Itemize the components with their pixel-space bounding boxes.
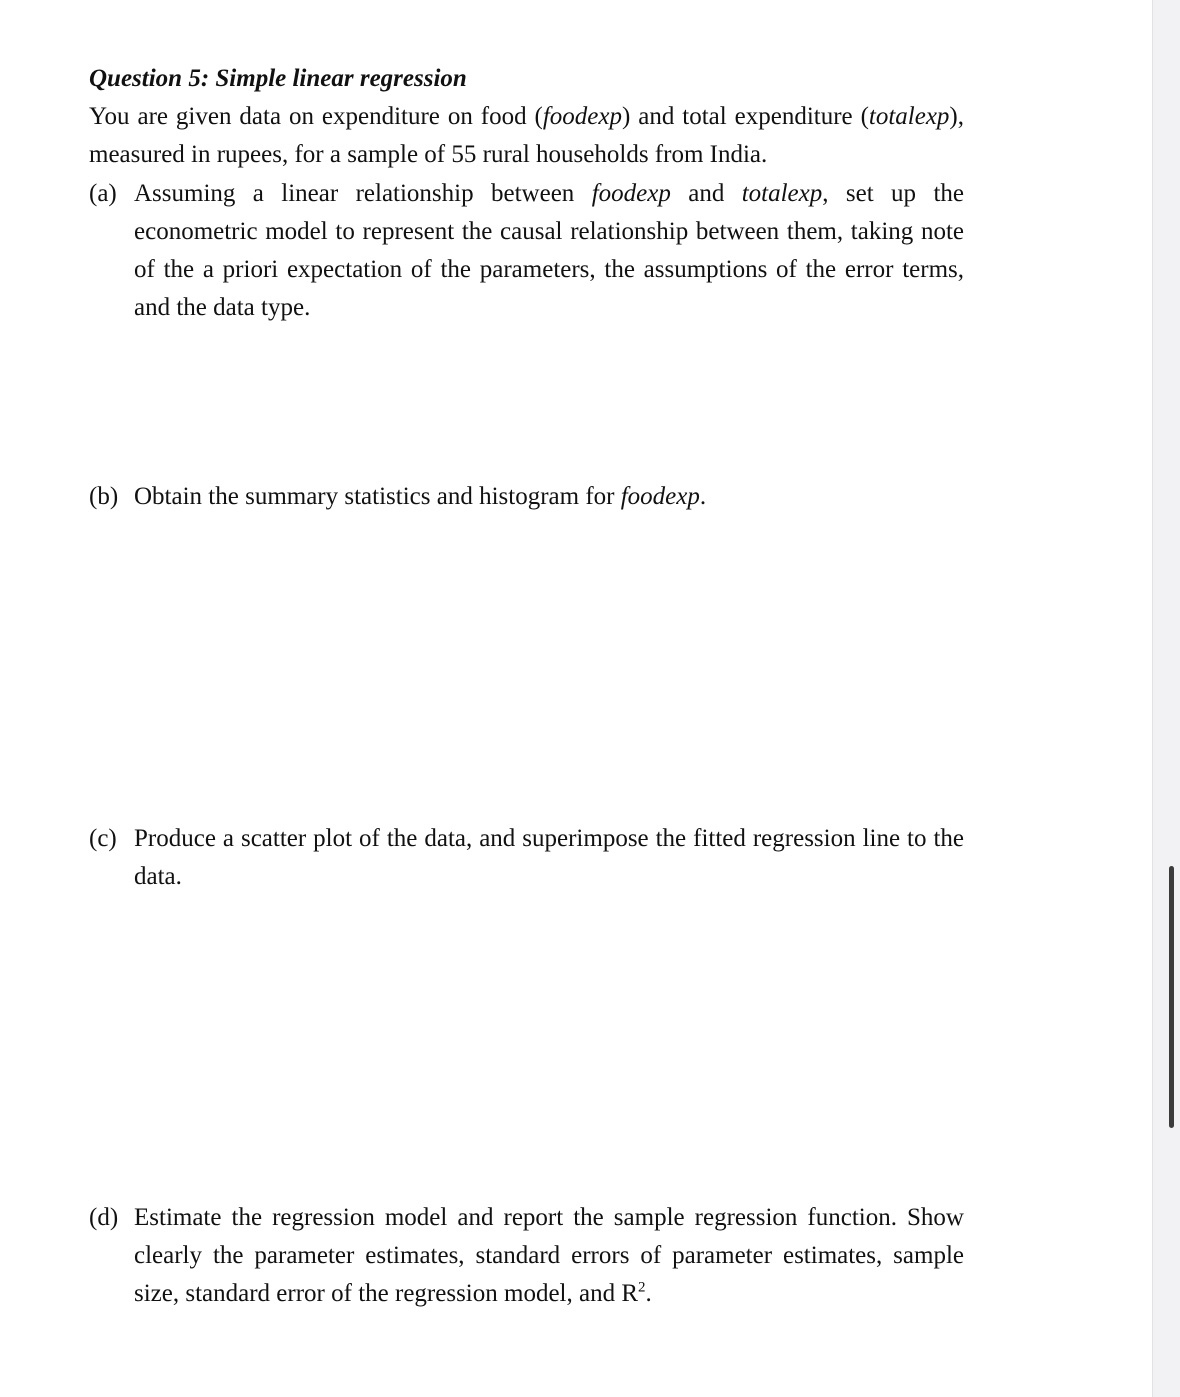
part-c-label: (c) xyxy=(89,825,117,852)
part-b-text: Obtain the summary statistics and histogram for foodexp. xyxy=(134,483,707,510)
question-title: Question 5: Simple linear regression xyxy=(89,65,467,92)
variable-foodexp: foodexp xyxy=(542,103,622,130)
variable-totalexp: totalexp xyxy=(741,180,823,207)
superscript-2: 2 xyxy=(638,1279,646,1296)
question-intro-line-1: You are given data on expenditure on food (foodexp) and total expenditure (totalexp), xyxy=(89,103,964,130)
part-d-label: (d) xyxy=(89,1204,119,1231)
part-d-text: Estimate the regression model and report the sample regression function. Show clearly the parameter estimates, standard errors of parameter estimates, sample size, standard error of the regression model, and $R^2$. xyxy=(134,1204,964,1307)
part-c-text: Produce a scatter plot of the data, and superimpose the fitted regression line to the data. xyxy=(134,825,964,890)
variable-totalexp: totalexp xyxy=(868,103,950,130)
part-a-label: (a) xyxy=(89,180,117,207)
scrollbar-track[interactable] xyxy=(1152,0,1180,1397)
part-b-label: (b) xyxy=(89,483,119,510)
question-intro-line-2: measured in rupees, for a sample of 55 rural households from India. xyxy=(89,141,768,168)
variable-foodexp: foodexp xyxy=(591,180,671,207)
part-a-text: Assuming a linear relationship between foodexp and totalexp, set up the econometric model to represent the causal relationship between them, taking note of the a priori expectation of the parameters, the assumptions of the error terms, and the data type. xyxy=(134,180,964,321)
variable-foodexp: foodexp xyxy=(620,483,700,510)
scrollbar-thumb[interactable] xyxy=(1169,866,1174,1128)
